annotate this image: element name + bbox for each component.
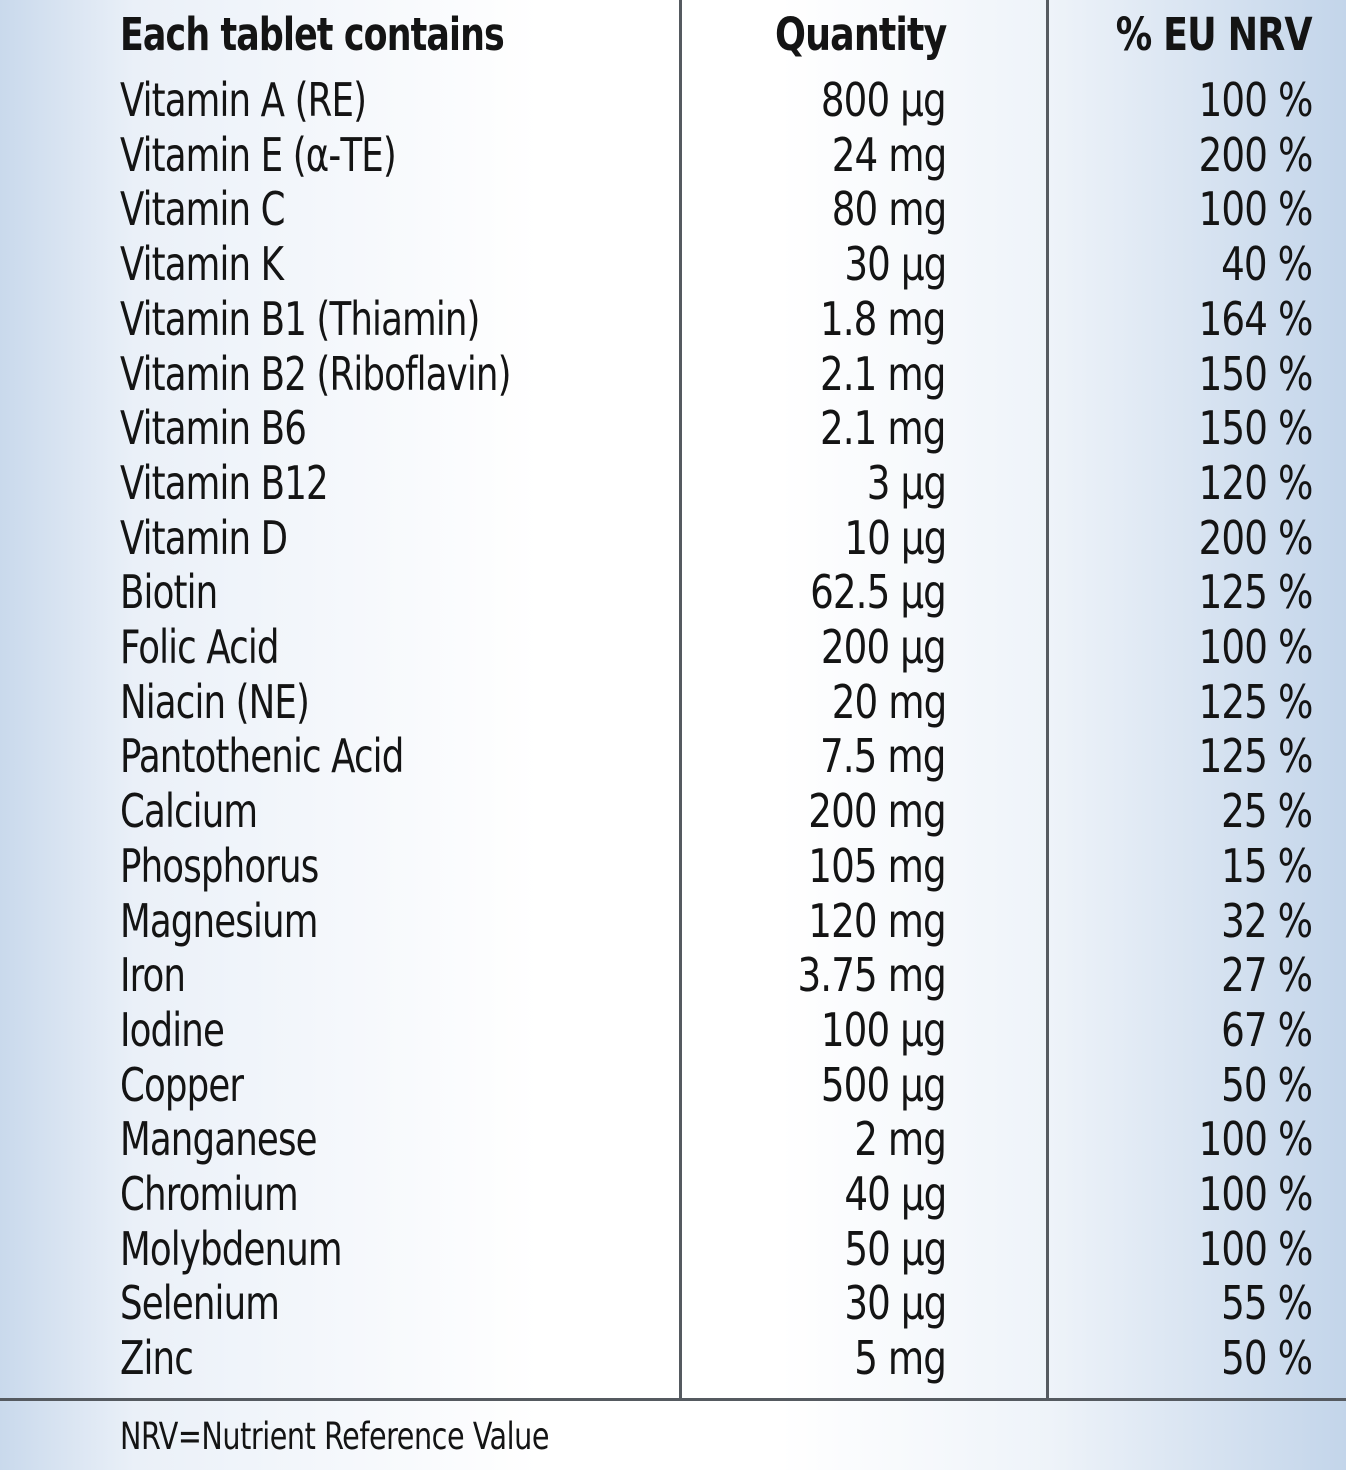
- nutrient-nrv: 200 %: [1198, 510, 1312, 565]
- table-row: [0, 839, 1346, 894]
- nutrient-quantity: 2 mg: [854, 1112, 946, 1167]
- nutrient-name: Niacin (NE): [120, 674, 310, 729]
- nutrient-name: Calcium: [120, 784, 258, 839]
- nutrient-quantity: 5 mg: [854, 1331, 946, 1386]
- nutrient-quantity: 40 µg: [843, 1167, 946, 1221]
- table-row: [0, 1167, 1346, 1222]
- table-row: [0, 620, 1346, 675]
- nutrient-quantity: 3.75 mg: [797, 948, 946, 1003]
- nutrient-nrv: 67 %: [1220, 1002, 1312, 1057]
- nutrient-name: Vitamin B6: [120, 401, 307, 456]
- table-row: [0, 948, 1346, 1003]
- table-row: [0, 1276, 1346, 1331]
- nutrient-nrv: 150 %: [1198, 346, 1312, 401]
- nutrient-nrv: 200 %: [1198, 127, 1312, 182]
- table-row: [0, 73, 1346, 128]
- nutrient-name: Vitamin D: [120, 510, 288, 565]
- nutrient-name: Vitamin B1 (Thiamin): [120, 291, 480, 346]
- nutrient-name: Vitamin E (α-TE): [120, 127, 396, 182]
- nutrient-quantity: 500 µg: [821, 1057, 946, 1112]
- table-row: [0, 292, 1346, 347]
- nutrient-name: Iodine: [120, 1002, 225, 1057]
- nutrient-quantity: 20 mg: [831, 674, 946, 729]
- nutrient-nrv: 125 %: [1198, 674, 1312, 729]
- nutrient-nrv: 50 %: [1220, 1331, 1312, 1386]
- table-row: [0, 237, 1346, 292]
- nutrient-name: Vitamin B2 (Riboflavin): [120, 346, 511, 401]
- table-row: [0, 1112, 1346, 1167]
- nutrient-name: Vitamin C: [120, 182, 285, 237]
- table-row: [0, 729, 1346, 784]
- nutrient-quantity: 200 mg: [808, 784, 946, 839]
- nutrient-quantity: 30 µg: [843, 237, 946, 292]
- nutrient-quantity: 50 µg: [843, 1221, 946, 1276]
- nutrient-quantity: 62.5 µg: [810, 565, 946, 620]
- header-nrv: % EU NRV: [1116, 8, 1312, 61]
- table-row: [0, 1222, 1346, 1277]
- nutrient-nrv: 125 %: [1198, 565, 1312, 620]
- nutrient-nrv: 100 %: [1198, 1167, 1312, 1221]
- nutrient-nrv: 100 %: [1198, 1112, 1312, 1167]
- nutrient-name: Pantothenic Acid: [120, 729, 404, 784]
- nutrient-name: Zinc: [120, 1331, 193, 1386]
- nutrient-quantity: 2.1 mg: [820, 346, 946, 401]
- nutrient-nrv: 164 %: [1198, 291, 1312, 346]
- nutrient-name: Copper: [120, 1057, 244, 1112]
- nutrient-name: Molybdenum: [120, 1221, 342, 1276]
- nutrient-quantity: 200 µg: [821, 620, 946, 674]
- nutrient-nrv: 120 %: [1198, 455, 1312, 510]
- table-row: [0, 784, 1346, 839]
- nutrient-nrv: 40 %: [1220, 237, 1312, 292]
- nutrient-nrv: 27 %: [1220, 948, 1312, 1003]
- nutrient-quantity: 100 µg: [821, 1002, 946, 1057]
- footnote: NRV=Nutrient Reference Value: [120, 1415, 550, 1458]
- table-row: [0, 511, 1346, 566]
- table-bottom-rule: [0, 1398, 1346, 1401]
- nutrient-nrv: 100 %: [1198, 73, 1312, 127]
- nutrient-nrv: 100 %: [1198, 182, 1312, 237]
- nutrient-nrv: 125 %: [1198, 729, 1312, 784]
- nutrient-name: Vitamin A (RE): [120, 73, 367, 127]
- nutrient-quantity: 105 mg: [808, 838, 946, 893]
- nutrient-name: Chromium: [120, 1167, 298, 1221]
- nutrient-nrv: 32 %: [1220, 893, 1312, 948]
- table-row: [0, 1331, 1346, 1386]
- table-row: [0, 401, 1346, 456]
- nutrient-quantity: 7.5 mg: [820, 729, 946, 784]
- header-ingredient: Each tablet contains: [120, 8, 504, 61]
- nutrient-nrv: 55 %: [1220, 1276, 1312, 1331]
- table-row: [0, 1058, 1346, 1113]
- nutrient-nrv: 50 %: [1220, 1057, 1312, 1112]
- nutrient-quantity: 30 µg: [843, 1276, 946, 1331]
- table-row: [0, 182, 1346, 237]
- nutrient-nrv: 15 %: [1220, 838, 1312, 893]
- nutrient-quantity: 120 mg: [808, 893, 946, 948]
- table-row: [0, 456, 1346, 511]
- nutrient-quantity: 80 mg: [831, 182, 946, 237]
- nutrient-name: Vitamin K: [120, 237, 284, 292]
- nutrient-nrv: 150 %: [1198, 401, 1312, 456]
- table-row: [0, 347, 1346, 402]
- nutrient-name: Folic Acid: [120, 620, 279, 674]
- nutrient-name: Vitamin B12: [120, 455, 328, 510]
- table-row: [0, 894, 1346, 949]
- nutrient-name: Manganese: [120, 1112, 317, 1167]
- nutrient-quantity: 2.1 mg: [820, 401, 946, 456]
- table-row: [0, 1003, 1346, 1058]
- table-row: [0, 675, 1346, 730]
- nutrient-name: Selenium: [120, 1276, 280, 1331]
- table-row: [0, 565, 1346, 620]
- nutrient-quantity: 1.8 mg: [820, 291, 946, 346]
- nutrient-nrv: 100 %: [1198, 620, 1312, 674]
- nutrient-name: Biotin: [120, 565, 218, 620]
- nutrient-name: Phosphorus: [120, 838, 319, 893]
- nutrient-quantity: 800 µg: [821, 73, 946, 127]
- nutrient-name: Magnesium: [120, 893, 318, 948]
- nutrient-quantity: 3 µg: [866, 455, 946, 510]
- nutrient-name: Iron: [120, 948, 186, 1003]
- nutrient-quantity: 10 µg: [843, 510, 946, 565]
- table-row: [0, 128, 1346, 183]
- table-header: [0, 8, 1346, 63]
- nutrient-quantity: 24 mg: [831, 127, 946, 182]
- header-quantity: Quantity: [774, 8, 946, 61]
- nutrient-nrv: 100 %: [1198, 1221, 1312, 1276]
- nutrient-nrv: 25 %: [1220, 784, 1312, 839]
